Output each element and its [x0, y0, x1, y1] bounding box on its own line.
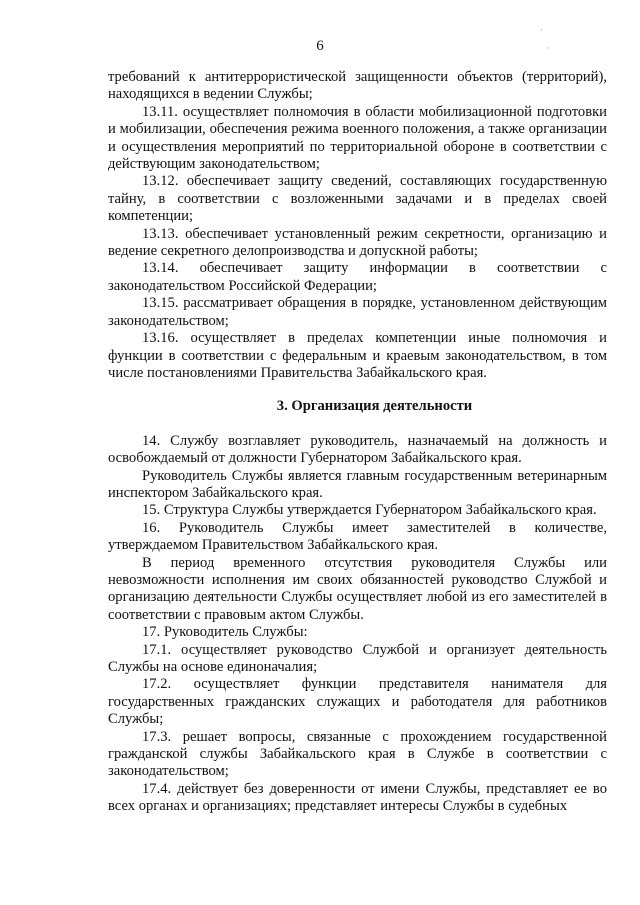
paragraph: 13.14. обеспечивает защиту информации в соответствии с законодательством Российской Федерации; — [108, 260, 607, 294]
paragraph: 13.13. обеспечивает установленный режим секретности, организацию и ведение секретного делопроизводства и допускной работы; — [108, 225, 607, 260]
paragraph: 16. Руководитель Службы имеет заместителей в количестве, утверждаемом Правительством Забайкальского края. — [108, 519, 607, 554]
paragraph: 15. Структура Службы утверждается Губернатором Забайкальского края. — [142, 502, 597, 519]
paragraph: 17.2. осуществляет функции представителя нанимателя для государственных гражданских служащих и работодателя для работников Службы; — [108, 676, 607, 728]
paragraph: В период временного отсутствия руководителя Службы или невозможности исполнения им своих обязанностей руководство Службой и организацию деятельности Службы осуществляет любой из его заместителей в соответствии с правовым актом Службы. — [108, 554, 607, 623]
scan-mark: · — [540, 26, 543, 36]
paragraph: Руководитель Службы является главным государственным ветеринарным инспектором Забайкальского края. — [108, 467, 607, 501]
paragraph: 17.1. осуществляет руководство Службой и организует деятельность Службы на основе единоначалия; — [108, 641, 607, 675]
paragraph: 17.4. действует без доверенности от имени Службы, представляет ее во всех органах и организациях; представляет интересы Службы в судебных — [108, 780, 607, 815]
paragraph: 13.16. осуществляет в пределах компетенции иные полномочия и функции в соответствии с федеральным и краевым законодательством, в том числе постановлениями Правительства Забайкальского края. — [108, 330, 607, 381]
paragraph: 17.3. решает вопросы, связанные с прохождением государственной гражданской службы Забайкальского края в Службе в соответствии с законодательством; — [108, 728, 607, 780]
paragraph: 13.11. осуществляет полномочия в области мобилизационной подготовки и мобилизации, обеспечения режима военного положения, а также организации и осуществления мероприятий по территориальной обороне в соответствии с действующим законодательством; — [108, 103, 607, 173]
paragraph: 13.15. рассматривает обращения в порядке, установленном действующим законодательством; — [108, 295, 607, 329]
paragraph: 17. Руководитель Службы: — [142, 624, 308, 641]
section-heading: 3. Организация деятельности — [276, 398, 473, 415]
paragraph: 13.12. обеспечивает защиту сведений, составляющих государственную тайну, в соответствии с возложенными задачами и в пределах своей компетенции; — [108, 173, 607, 225]
paragraph: требований к антитеррористической защищенности объектов (территорий), находящихся в ведении Службы; — [108, 69, 607, 103]
paragraph: 14. Службу возглавляет руководитель, назначаемый на должность и освобождаемый от должности Губернатором Забайкальского края. — [108, 432, 607, 467]
document-body — [108, 69, 607, 816]
scan-mark: · — [546, 44, 549, 54]
page-number: 6 — [316, 38, 324, 54]
